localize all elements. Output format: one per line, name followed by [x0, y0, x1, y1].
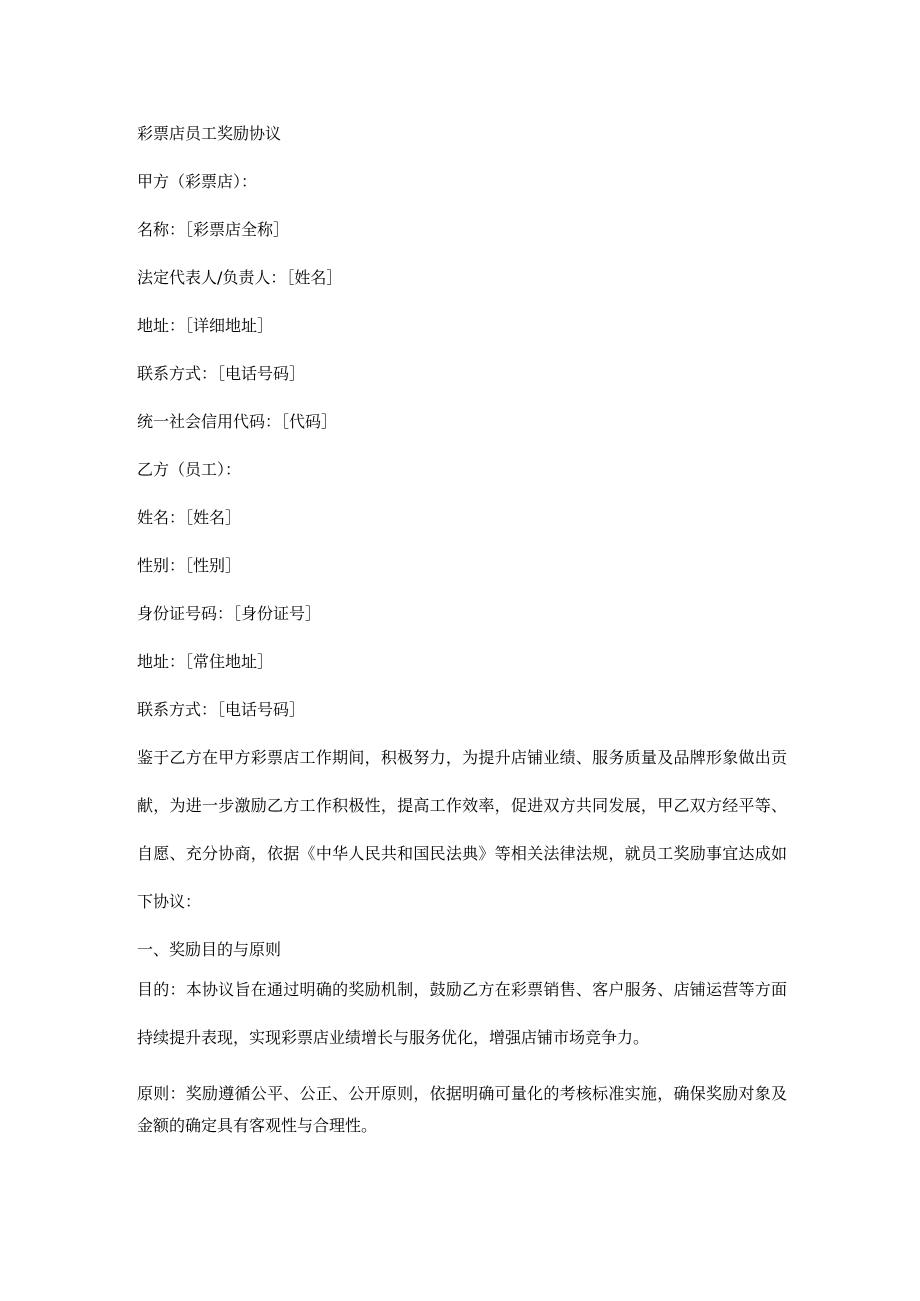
- party-b-address: 地址：［常住地址］: [137, 652, 274, 671]
- party-a-contact: 联系方式：［电话号码］: [137, 364, 306, 383]
- party-a-name: 名称：［彩票店全称］: [137, 220, 290, 239]
- preamble-paragraph: 鉴于乙方在甲方彩票店工作期间，积极努力，为提升店铺业绩、服务质量及品牌形象做出贡献，为进一步激励乙方工作积极性，提高工作效率，促进双方共同发展，甲乙双方经平等、自愿、充分协商，依据《中华人民共和国民法典》等相关法律法规，就员工奖励事宜达成如下协议：: [137, 748, 787, 911]
- principle-paragraph: 原则：奖励遵循公平、公正、公开原则，依据明确可量化的考核标准实施，确保奖励对象及金额的确定具有客观性与合理性。: [137, 1084, 787, 1135]
- party-a-credit-code: 统一社会信用代码：［代码］: [137, 412, 338, 431]
- party-b-heading: 乙方（员工）：: [137, 460, 242, 479]
- document-body: [137, 118, 787, 1142]
- document-title: 彩票店员工奖励协议: [137, 124, 282, 143]
- purpose-paragraph: 目的：本协议旨在通过明确的奖励机制，鼓励乙方在彩票销售、客户服务、店铺运营等方面持续提升表现，实现彩票店业绩增长与服务优化，增强店铺市场竞争力。: [137, 980, 787, 1047]
- party-b-gender: 性别：［性别］: [137, 556, 242, 575]
- party-b-name: 姓名：［姓名］: [137, 508, 242, 527]
- party-a-address: 地址：［详细地址］: [137, 316, 274, 335]
- party-b-contact: 联系方式：［电话号码］: [137, 700, 306, 719]
- party-a-heading: 甲方（彩票店）：: [137, 172, 258, 191]
- party-a-representative: 法定代表人/负责人：［姓名］: [137, 268, 343, 287]
- party-b-id-number: 身份证号码：［身份证号］: [137, 604, 322, 623]
- section-1-heading: 一、奖励目的与原则: [137, 940, 282, 959]
